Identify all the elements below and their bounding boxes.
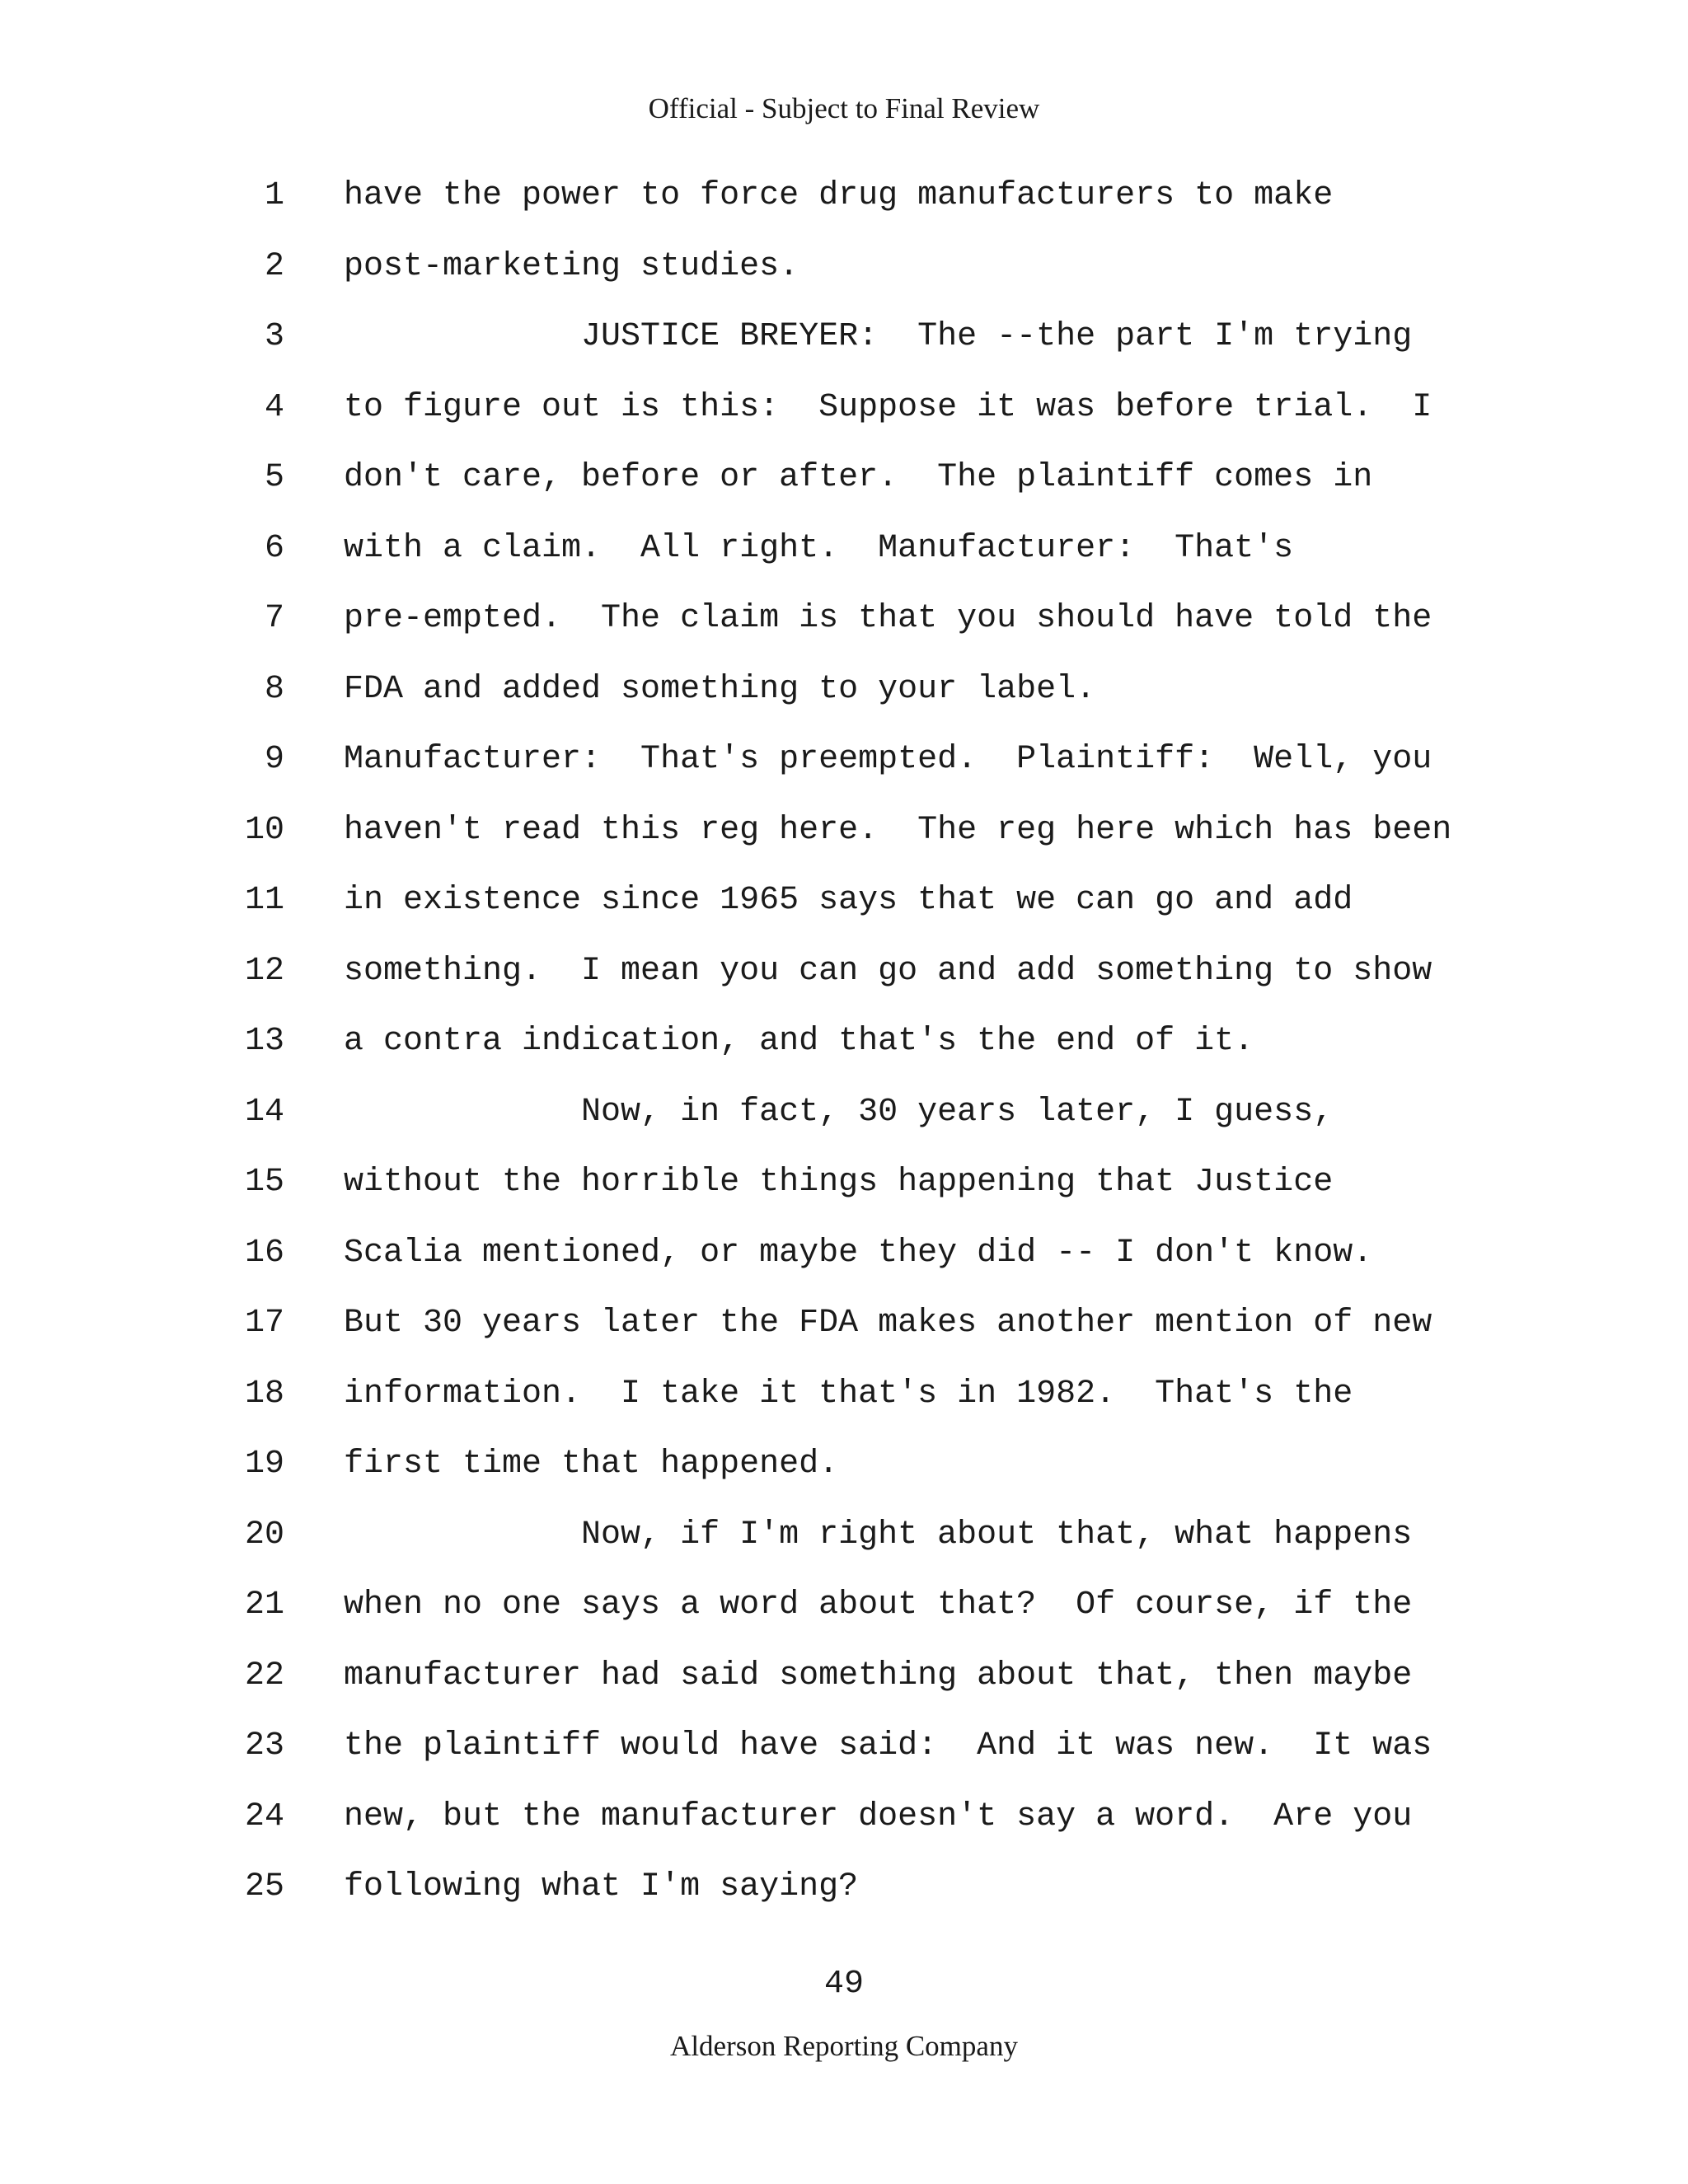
line-number: 5 <box>264 459 284 496</box>
line-number: 14 <box>244 1093 284 1131</box>
line-text: Scalia mentioned, or maybe they did -- I don't know. <box>344 1234 1373 1272</box>
transcript-line <box>0 1299 1688 1370</box>
transcript-line <box>0 1370 1688 1441</box>
line-number: 23 <box>244 1727 284 1765</box>
line-text: pre-empted. The claim is that you should have told the <box>344 600 1432 637</box>
line-number: 10 <box>244 811 284 849</box>
line-text: a contra indication, and that's the end of it. <box>344 1023 1254 1060</box>
transcript-line <box>0 735 1688 806</box>
line-text: manufacturer had said something about that, then maybe <box>344 1657 1413 1694</box>
line-number: 9 <box>264 741 284 778</box>
line-text: with a claim. All right. Manufacturer: That's <box>344 529 1294 567</box>
line-text: Now, in fact, 30 years later, I guess, <box>344 1093 1334 1131</box>
page-number: 49 <box>823 1966 864 2003</box>
transcript-line <box>0 594 1688 665</box>
transcript-line <box>0 1511 1688 1582</box>
line-number: 21 <box>244 1586 284 1624</box>
transcript-line <box>0 1722 1688 1793</box>
line-number: 6 <box>264 529 284 567</box>
line-text: JUSTICE BREYER: The --the part I'm trying <box>344 318 1413 355</box>
transcript-line <box>0 171 1688 242</box>
transcript-line <box>0 1017 1688 1088</box>
page-footer: Alderson Reporting Company <box>670 2030 1018 2062</box>
line-text: But 30 years later the FDA makes another mention of new <box>344 1305 1432 1342</box>
transcript-line <box>0 806 1688 877</box>
line-number: 11 <box>244 882 284 919</box>
line-number: 24 <box>244 1797 284 1835</box>
line-text: without the horrible things happening that Justice <box>344 1164 1334 1201</box>
transcript-line <box>0 453 1688 524</box>
line-text: first time that happened. <box>344 1446 839 1483</box>
line-number: 2 <box>264 247 284 285</box>
transcript-line <box>0 1440 1688 1511</box>
line-number: 3 <box>264 318 284 355</box>
transcript-line <box>0 242 1688 313</box>
line-number: 16 <box>244 1234 284 1272</box>
transcript-line <box>0 1863 1688 1933</box>
transcript-line <box>0 1088 1688 1159</box>
line-text: following what I'm saying? <box>344 1868 859 1905</box>
transcript-line <box>0 383 1688 454</box>
line-text: something. I mean you can go and add something to show <box>344 952 1432 990</box>
transcript-line <box>0 1581 1688 1652</box>
line-number: 22 <box>244 1657 284 1694</box>
line-text: FDA and added something to your label. <box>344 670 1096 708</box>
transcript-line <box>0 1793 1688 1863</box>
page-header: Official - Subject to Final Review <box>648 92 1040 124</box>
line-text: have the power to force drug manufacturers to make <box>344 177 1334 214</box>
transcript-line <box>0 665 1688 736</box>
line-number: 18 <box>244 1375 284 1413</box>
line-number: 25 <box>244 1868 284 1905</box>
line-text: haven't read this reg here. The reg here which has been <box>344 811 1452 849</box>
line-text: when no one says a word about that? Of course, if the <box>344 1586 1413 1624</box>
line-number: 20 <box>244 1516 284 1554</box>
line-number: 15 <box>244 1164 284 1201</box>
line-text: the plaintiff would have said: And it was new. It was <box>344 1727 1432 1765</box>
line-text: to figure out is this: Suppose it was before trial. I <box>344 388 1432 426</box>
transcript-body <box>0 171 1688 1933</box>
transcript-line <box>0 947 1688 1018</box>
transcript-line <box>0 524 1688 595</box>
line-number: 7 <box>264 600 284 637</box>
transcript-line <box>0 876 1688 947</box>
line-text: Manufacturer: That's preempted. Plaintiff: Well, you <box>344 741 1432 778</box>
line-number: 8 <box>264 670 284 708</box>
line-text: information. I take it that's in 1982. That's the <box>344 1375 1353 1413</box>
transcript-line <box>0 1652 1688 1722</box>
line-number: 4 <box>264 388 284 426</box>
line-text: Now, if I'm right about that, what happens <box>344 1516 1413 1554</box>
line-number: 12 <box>244 952 284 990</box>
line-text: don't care, before or after. The plaintiff comes in <box>344 459 1373 496</box>
line-number: 1 <box>264 177 284 214</box>
line-text: new, but the manufacturer doesn't say a word. Are you <box>344 1797 1413 1835</box>
transcript-line <box>0 312 1688 383</box>
line-text: post-marketing studies. <box>344 247 799 285</box>
transcript-line <box>0 1158 1688 1229</box>
line-text: in existence since 1965 says that we can go and add <box>344 882 1353 919</box>
line-number: 17 <box>244 1305 284 1342</box>
line-number: 13 <box>244 1023 284 1060</box>
transcript-line <box>0 1229 1688 1300</box>
line-number: 19 <box>244 1446 284 1483</box>
